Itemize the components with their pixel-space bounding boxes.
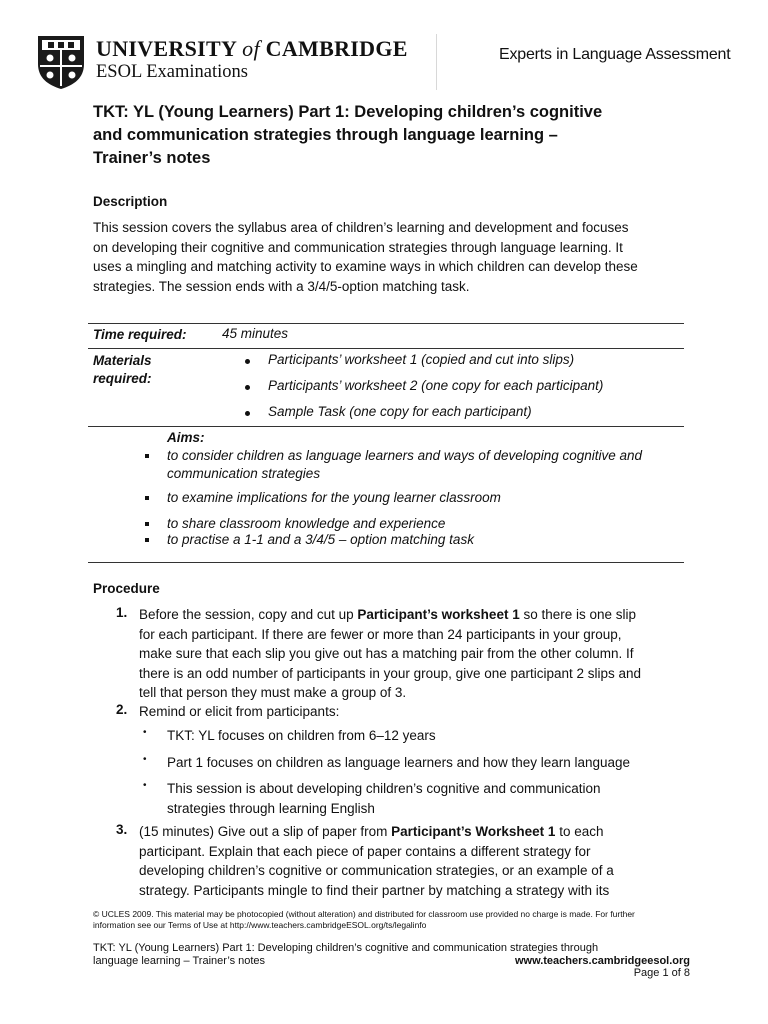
university-crest-icon bbox=[36, 34, 86, 90]
bullet-icon: • bbox=[143, 780, 147, 791]
aim-item: to consider children as language learners and ways of developing cognitive and communication strategies bbox=[167, 448, 643, 481]
step-number: 2. bbox=[116, 702, 128, 717]
table-rule-bottom bbox=[88, 562, 684, 563]
footer-website: www.teachers.cambridgeesol.org bbox=[514, 954, 690, 967]
step-2-item: Part 1 focuses on children as language learners and how they learn language bbox=[167, 755, 631, 770]
header-divider bbox=[436, 34, 437, 90]
copyright-notice: © UCLES 2009. This material may be photocopied (without alteration) and distributed for classroom use provided no charge is made. For further information see our Terms of Use at http://www.teachers.cambridgeESOL.org/ts/legalinfo bbox=[93, 909, 635, 930]
materials-item: Participants’ worksheet 2 (one copy for each participant) bbox=[268, 378, 604, 393]
footer-document-title: TKT: YL (Young Learners) Part 1: Developing children’s cognitive and communication strategies through language learning – Trainer’s notes bbox=[93, 942, 599, 967]
bullet-icon: • bbox=[143, 754, 147, 765]
header-tagline: Experts in Language Assessment bbox=[499, 46, 731, 63]
table-rule-materials bbox=[88, 426, 684, 427]
aim-item: to share classroom knowledge and experience bbox=[167, 516, 446, 531]
bullet-icon: • bbox=[143, 727, 147, 738]
step-2-item: This session is about developing children’s cognitive and communication strategies through learning English bbox=[167, 781, 601, 816]
description-text: This session covers the syllabus area of children’s learning and development and focuses on developing their cognitive and communication strategies through language learning. It uses a mingling and matching activity to examine ways in which children can develop these strategies. The session ends with a 3/4/5-option matching task. bbox=[93, 220, 638, 294]
square-bullet-icon bbox=[145, 538, 149, 542]
bullet-icon bbox=[245, 359, 250, 364]
step-number: 3. bbox=[116, 822, 128, 837]
organization-subname: ESOL Examinations bbox=[96, 62, 248, 82]
step-number: 1. bbox=[116, 605, 128, 620]
materials-item: Sample Task (one copy for each participant) bbox=[268, 404, 532, 419]
procedure-step-2: Remind or elicit from participants: bbox=[139, 704, 340, 719]
step-2-item: TKT: YL focuses on children from 6–12 years bbox=[167, 728, 436, 743]
materials-label: Materials required: bbox=[93, 353, 152, 386]
aim-item: to practise a 1-1 and a 3/4/5 – option matching task bbox=[167, 532, 474, 547]
time-required-value: 45 minutes bbox=[222, 326, 289, 341]
time-required-label: Time required: bbox=[93, 327, 187, 342]
procedure-heading: Procedure bbox=[93, 581, 160, 596]
page-number: Page 1 of 8 bbox=[633, 967, 690, 979]
document-title: TKT: YL (Young Learners) Part 1: Developing children’s cognitive and communication strategies through language learning – Trainer’s notes bbox=[93, 103, 603, 167]
bullet-icon bbox=[245, 411, 250, 416]
table-rule-time bbox=[88, 348, 684, 349]
bullet-icon bbox=[245, 385, 250, 390]
square-bullet-icon bbox=[145, 522, 149, 526]
aims-label: Aims: bbox=[167, 430, 205, 445]
organization-name: UNIVERSITY of CAMBRIDGE bbox=[96, 36, 408, 61]
square-bullet-icon bbox=[145, 454, 149, 458]
materials-item: Participants’ worksheet 1 (copied and cut into slips) bbox=[268, 352, 575, 367]
procedure-step-1: Before the session, copy and cut up Participant’s worksheet 1 so there is one slip for each participant. If there are fewer or more than 24 participants in your group, make sure that each slip you give out has a matching pair from the other column. If there is an odd number of participants in your group, give one participant 2 slips and tell that person they must make a group of 3. bbox=[139, 607, 642, 700]
procedure-step-3: (15 minutes) Give out a slip of paper from Participant’s Worksheet 1 to each participant. Explain that each piece of paper contains a different strategy for developing children’s cognitive or communication strategies, or an example of a strategy. Participants mingle to find their partner by matching a strategy with its bbox=[139, 824, 614, 898]
table-rule-top bbox=[88, 323, 684, 324]
square-bullet-icon bbox=[145, 496, 149, 500]
description-heading: Description bbox=[93, 194, 168, 209]
aim-item: to examine implications for the young learner classroom bbox=[167, 490, 501, 505]
